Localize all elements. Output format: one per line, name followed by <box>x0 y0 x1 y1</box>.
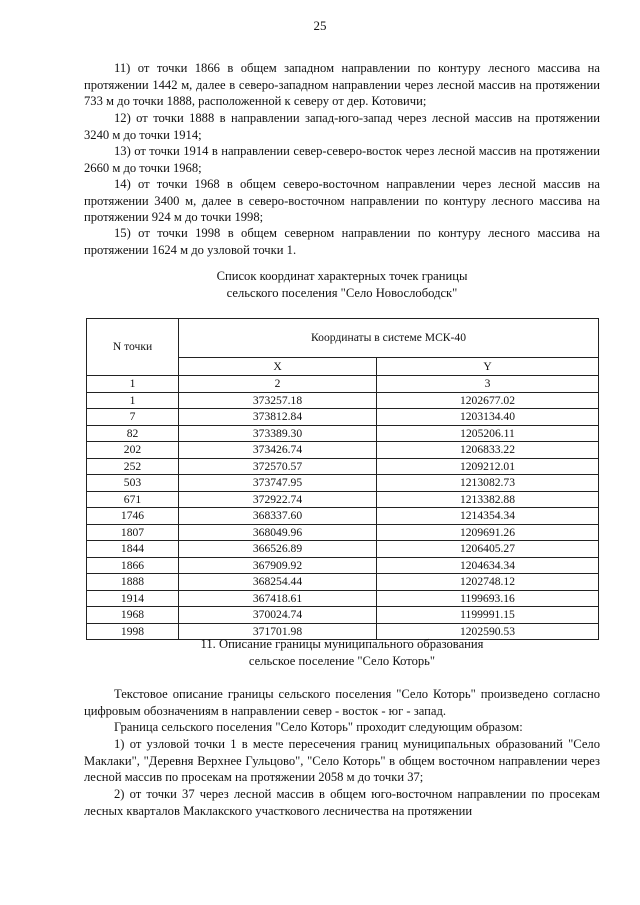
point-number-cell: 7 <box>87 409 179 426</box>
y-coordinate-cell: 1203134.40 <box>377 409 599 426</box>
point-number-cell: 1968 <box>87 607 179 624</box>
section-title-line-2: сельское поселение "Село Которь" <box>248 654 436 668</box>
paragraph-item-2: 2) от точки 37 через лесной массив в общем юго-восточном направлении по просекам лесных кварталов Маклакского участкового лесничества на протяжении <box>84 787 600 818</box>
y-coordinate-cell: 1204634.34 <box>377 557 599 574</box>
table-title <box>84 268 600 302</box>
column-number: 1 <box>87 376 179 393</box>
paragraph-item-15: 15) от точки 1998 в общем северном направлении по контуру лесного массива на протяжении 1624 м до узловой точки 1. <box>84 226 600 257</box>
column-numbering-row <box>87 376 599 393</box>
point-number-cell: 252 <box>87 458 179 475</box>
y-coordinate-cell: 1213082.73 <box>377 475 599 492</box>
paragraph-text-description: Текстовое описание границы сельского поселения "Село Которь" произведено согласно цифровым обозначениям в направлении север - восток - юг - запад. <box>84 687 600 718</box>
point-number-cell: 82 <box>87 425 179 442</box>
point-number-cell: 1998 <box>87 623 179 640</box>
point-number-cell: 1914 <box>87 590 179 607</box>
paragraph-boundary-intro: Граница сельского поселения "Село Которь" проходит следующим образом: <box>114 720 523 734</box>
point-number-cell: 1866 <box>87 557 179 574</box>
header-x: X <box>179 358 377 376</box>
x-coordinate-cell: 366526.89 <box>179 541 377 558</box>
paragraph-item-14: 14) от точки 1968 в общем северо-восточном направлении через лесной массив на протяжении 3400 м, далее в северо-восточном направлении по контуру лесного массива на протяжении 924 м до точки 1998; <box>84 177 600 224</box>
x-coordinate-cell: 368337.60 <box>179 508 377 525</box>
x-coordinate-cell: 367909.92 <box>179 557 377 574</box>
y-coordinate-cell: 1206405.27 <box>377 541 599 558</box>
table-row <box>87 458 599 475</box>
x-coordinate-cell: 373812.84 <box>179 409 377 426</box>
table-row <box>87 508 599 525</box>
table-title-line-2: сельского поселения "Село Новослободск" <box>226 286 458 300</box>
y-coordinate-cell: 1205206.11 <box>377 425 599 442</box>
x-coordinate-cell: 367418.61 <box>179 590 377 607</box>
table-row <box>87 541 599 558</box>
point-number-cell: 503 <box>87 475 179 492</box>
paragraph-item-1: 1) от узловой точки 1 в месте пересечения границ муниципальных образований "Село Маклаки", "Деревня Верхнее Гульцово", "Село Которь" в общем восточном направлении через лесной массив по просекам на протяжении 2058 м до точки 37; <box>84 737 600 784</box>
paragraph-item-12: 12) от точки 1888 в направлении запад-юго-запад через лесной массив на протяжении 3240 м до точки 1914; <box>84 111 600 142</box>
y-coordinate-cell: 1206833.22 <box>377 442 599 459</box>
table-row <box>87 425 599 442</box>
section-title <box>84 636 600 670</box>
table-title-line-1: Список координат характерных точек границы <box>216 269 468 283</box>
table-row <box>87 409 599 426</box>
table-row <box>87 557 599 574</box>
coordinates-table <box>86 318 599 640</box>
table-row <box>87 607 599 624</box>
table-row <box>87 392 599 409</box>
header-y: Y <box>377 358 599 376</box>
table-row <box>87 475 599 492</box>
point-number-cell: 671 <box>87 491 179 508</box>
y-coordinate-cell: 1202748.12 <box>377 574 599 591</box>
column-number: 2 <box>179 376 377 393</box>
point-number-cell: 202 <box>87 442 179 459</box>
point-number-cell: 1 <box>87 392 179 409</box>
point-number-cell: 1807 <box>87 524 179 541</box>
y-coordinate-cell: 1202590.53 <box>377 623 599 640</box>
section-title-line-1: 11. Описание границы муниципального образования <box>200 637 484 651</box>
y-coordinate-cell: 1213382.88 <box>377 491 599 508</box>
y-coordinate-cell: 1209212.01 <box>377 458 599 475</box>
point-number-cell: 1746 <box>87 508 179 525</box>
x-coordinate-cell: 372570.57 <box>179 458 377 475</box>
table-row <box>87 524 599 541</box>
x-coordinate-cell: 373747.95 <box>179 475 377 492</box>
paragraph-item-13: 13) от точки 1914 в направлении север-северо-восток через лесной массив на протяжении 2660 м до точки 1968; <box>84 144 600 175</box>
y-coordinate-cell: 1202677.02 <box>377 392 599 409</box>
header-coordinate-system: Координаты в системе МСК-40 <box>179 319 599 358</box>
table-row <box>87 574 599 591</box>
x-coordinate-cell: 368254.44 <box>179 574 377 591</box>
y-coordinate-cell: 1214354.34 <box>377 508 599 525</box>
x-coordinate-cell: 371701.98 <box>179 623 377 640</box>
x-coordinate-cell: 373426.74 <box>179 442 377 459</box>
x-coordinate-cell: 372922.74 <box>179 491 377 508</box>
column-number: 3 <box>377 376 599 393</box>
y-coordinate-cell: 1199693.16 <box>377 590 599 607</box>
point-number-cell: 1888 <box>87 574 179 591</box>
x-coordinate-cell: 368049.96 <box>179 524 377 541</box>
y-coordinate-cell: 1209691.26 <box>377 524 599 541</box>
x-coordinate-cell: 370024.74 <box>179 607 377 624</box>
table-row <box>87 590 599 607</box>
table-row <box>87 442 599 459</box>
x-coordinate-cell: 373389.30 <box>179 425 377 442</box>
header-point-number: N точки <box>87 319 179 376</box>
page-number: 25 <box>313 18 327 33</box>
point-number-cell: 1844 <box>87 541 179 558</box>
x-coordinate-cell: 373257.18 <box>179 392 377 409</box>
paragraph-item-11: 11) от точки 1866 в общем западном направлении по контуру лесного массива на протяжении 1442 м, далее в северо-западном направлении через лесной массив на протяжении 733 м до точки 1888, расположенной к северу от дер. Котовичи; <box>84 61 600 108</box>
y-coordinate-cell: 1199991.15 <box>377 607 599 624</box>
table-row <box>87 491 599 508</box>
